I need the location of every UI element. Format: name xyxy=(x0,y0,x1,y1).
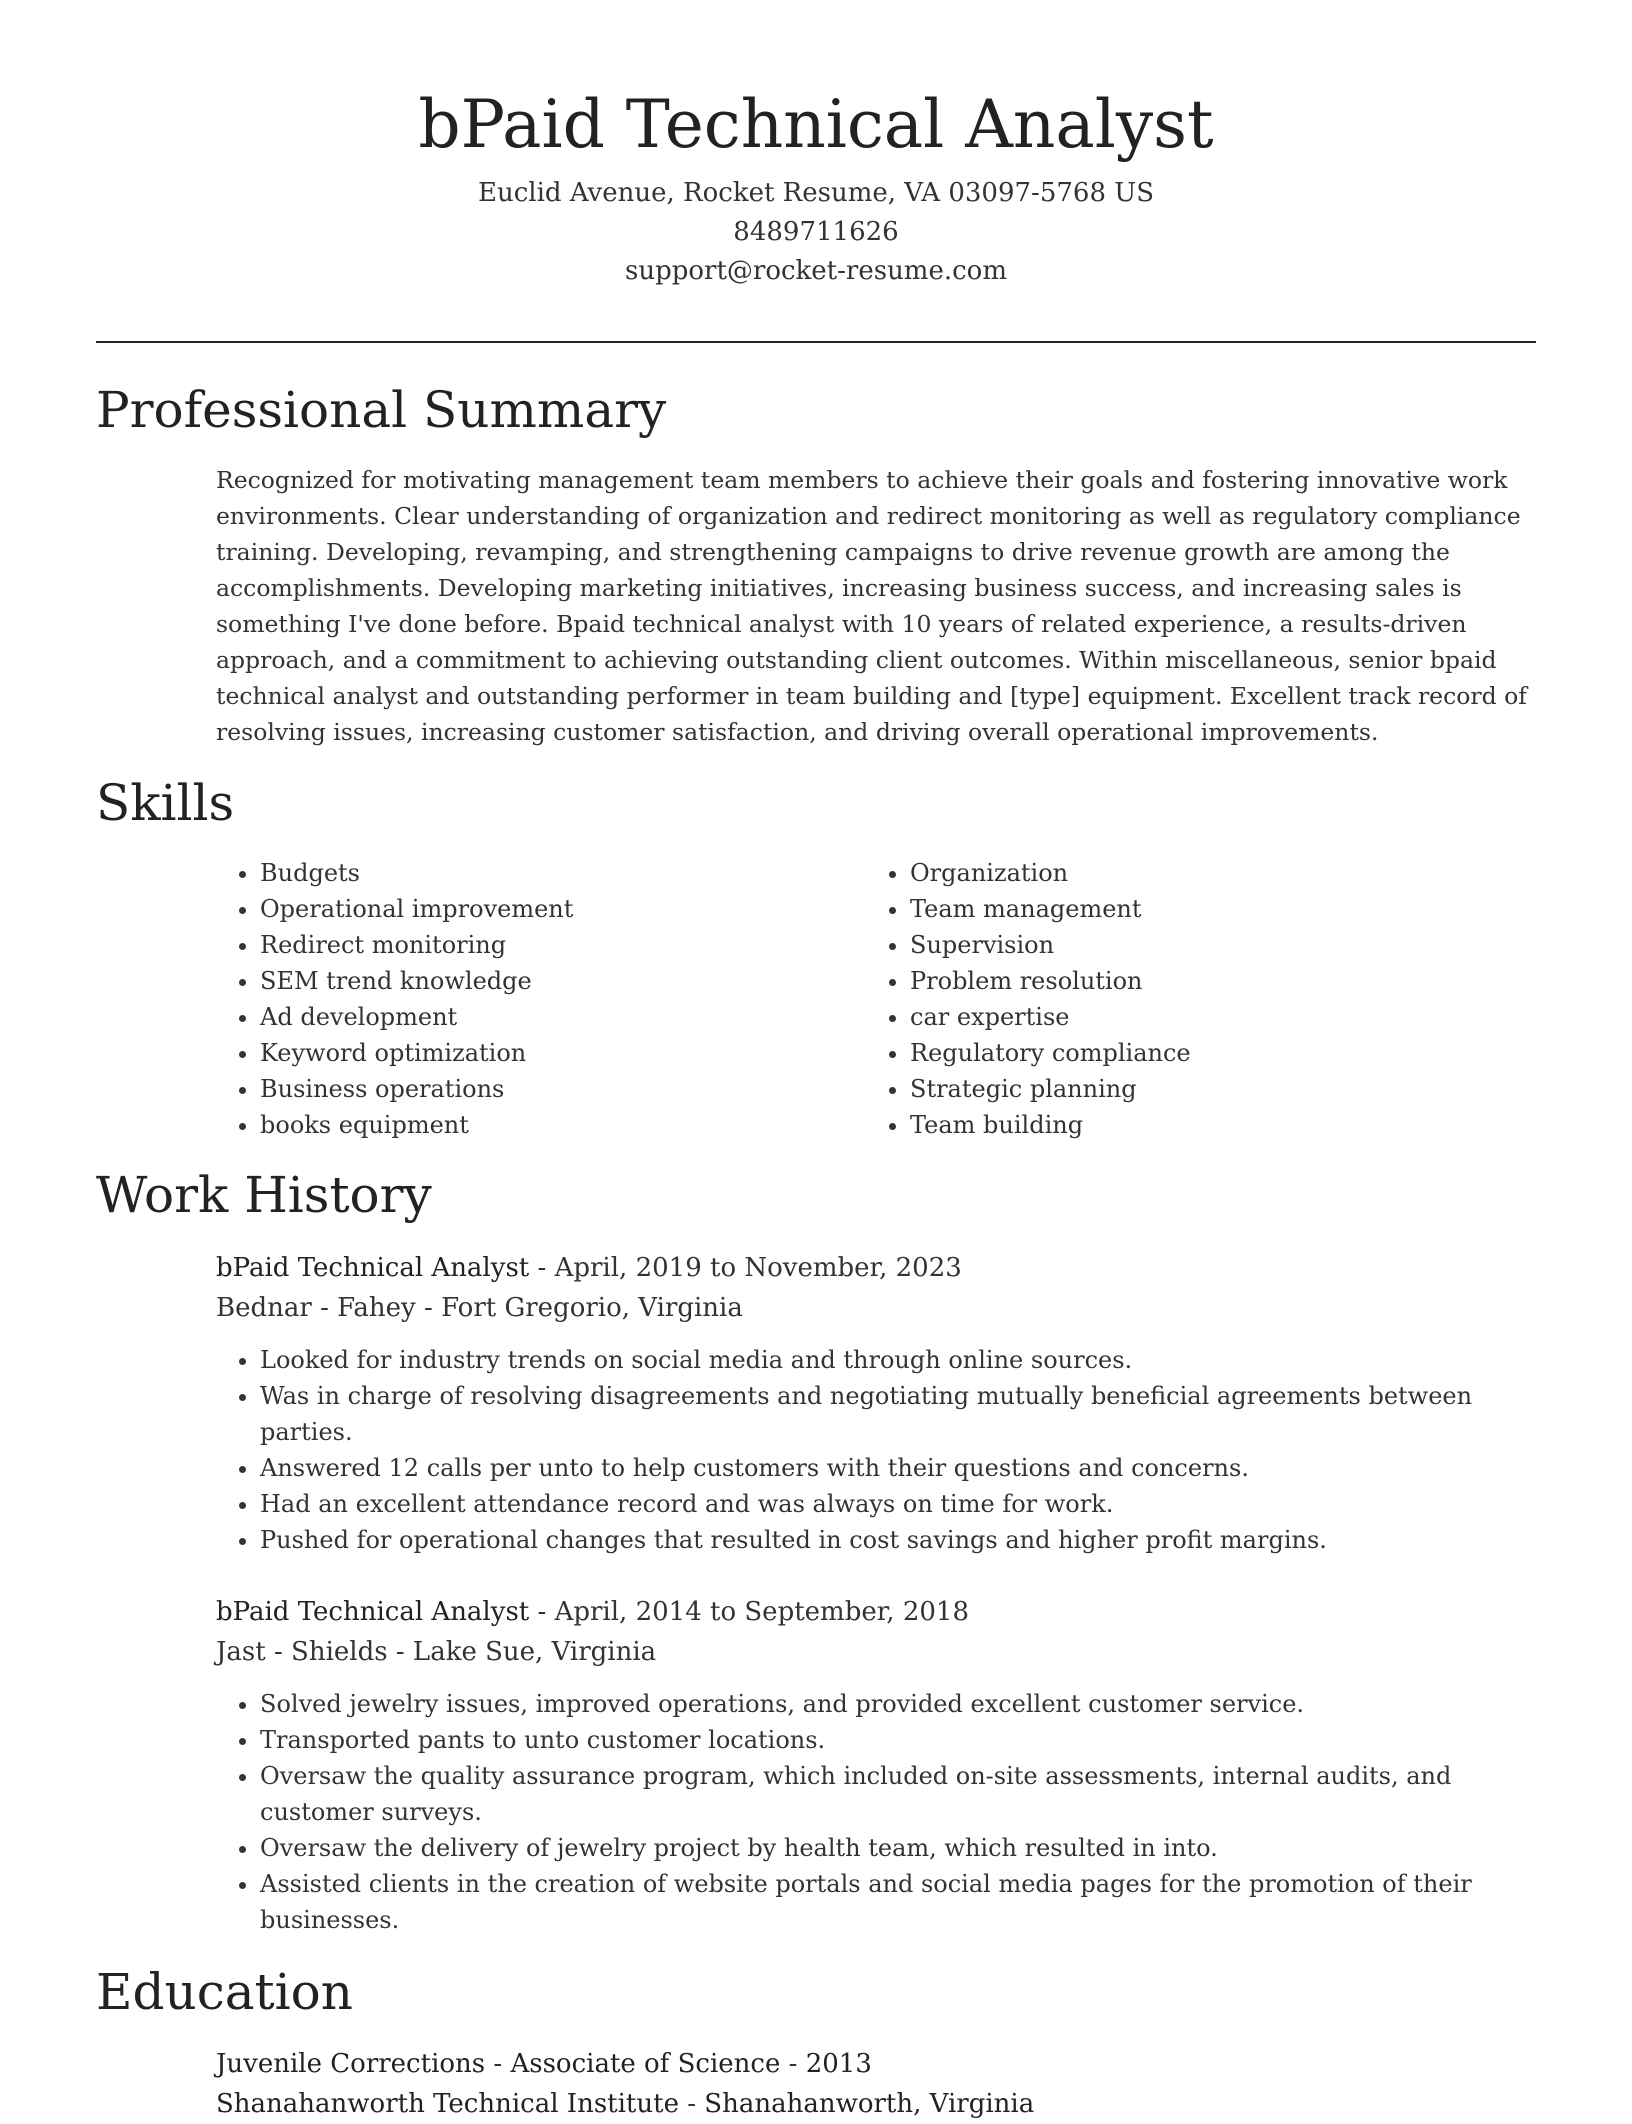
job-entry xyxy=(216,1248,1536,1558)
skill-item: • Budgets xyxy=(260,855,866,891)
skill-item: • Team management xyxy=(910,891,1516,927)
separator: - xyxy=(780,2049,806,2079)
job-bullet: • Looked for industry trends on social media and through online sources. xyxy=(260,1342,1536,1378)
job-location: Fort Gregorio, Virginia xyxy=(441,1293,743,1323)
skills-heading: Skills xyxy=(96,774,235,832)
job-title: bPaid Technical Analyst xyxy=(216,1253,530,1283)
education-school-line xyxy=(216,2084,1536,2124)
education-year: 2013 xyxy=(805,2049,872,2079)
skill-item: • Operational improvement xyxy=(260,891,866,927)
resume-header xyxy=(96,80,1536,291)
job-bullet: • Was in charge of resolving disagreements and negotiating mutually beneficial agreements between parties. xyxy=(260,1378,1536,1450)
phone: 8489711626 xyxy=(733,217,899,247)
education-location: Shanahanworth, Virginia xyxy=(704,2089,1035,2119)
education-heading: Education xyxy=(96,1963,353,2021)
job-title: bPaid Technical Analyst xyxy=(216,1597,530,1627)
skill-item: • Organization xyxy=(910,855,1516,891)
education-entry xyxy=(216,2044,1536,2124)
separator: - xyxy=(529,1253,555,1283)
candidate-name: bPaid Technical Analyst xyxy=(418,86,1214,163)
skill-item: • car expertise xyxy=(910,999,1516,1035)
job-location: Lake Sue, Virginia xyxy=(412,1637,657,1667)
separator: - xyxy=(678,2089,705,2119)
skill-item: • Business operations xyxy=(260,1071,866,1107)
separator: - xyxy=(485,2049,511,2079)
job-title-line xyxy=(216,1248,1536,1288)
job-bullet: • Had an excellent attendance record and was always on time for work. xyxy=(260,1486,1536,1522)
skill-item: • Supervision xyxy=(910,927,1516,963)
education-degree: Associate of Science xyxy=(510,2049,781,2079)
job-bullet: • Solved jewelry issues, improved operations, and provided excellent customer service. xyxy=(260,1686,1536,1722)
email: support@rocket-resume.com xyxy=(624,256,1007,286)
contact-info xyxy=(96,174,1536,291)
job-bullet: • Transported pants to unto customer locations. xyxy=(260,1722,1536,1758)
skills-column-left xyxy=(216,855,866,1143)
work-history-heading: Work History xyxy=(96,1166,432,1224)
education-degree-line xyxy=(216,2044,1536,2084)
job-bullet: • Answered 12 calls per unto to help customers with their questions and concerns. xyxy=(260,1450,1536,1486)
job-company: Bednar - Fahey xyxy=(216,1293,416,1323)
skills-list xyxy=(216,855,1536,1143)
job-company-line xyxy=(216,1632,1536,1672)
job-bullet: • Oversaw the delivery of jewelry project by health team, which resulted in into. xyxy=(260,1830,1536,1866)
skill-item: • SEM trend knowledge xyxy=(260,963,866,999)
skill-item: • Team building xyxy=(910,1107,1516,1143)
job-bullets xyxy=(216,1686,1536,1938)
education-school: Shanahanworth Technical Institute xyxy=(216,2089,679,2119)
job-dates: April, 2019 to November, 2023 xyxy=(554,1253,962,1283)
job-bullet: • Oversaw the quality assurance program, which included on-site assessments, internal audits, and customer surveys. xyxy=(260,1758,1536,1830)
job-dates: April, 2014 to September, 2018 xyxy=(554,1597,970,1627)
skill-item: • books equipment xyxy=(260,1107,866,1143)
skill-item: • Keyword optimization xyxy=(260,1035,866,1071)
job-bullets xyxy=(216,1342,1536,1558)
separator: - xyxy=(387,1637,413,1667)
skill-item: • Regulatory compliance xyxy=(910,1035,1516,1071)
job-company-line xyxy=(216,1288,1536,1328)
skill-item: • Ad development xyxy=(260,999,866,1035)
separator: - xyxy=(529,1597,555,1627)
job-entry xyxy=(216,1592,1536,1938)
skills-column-right xyxy=(866,855,1516,1143)
job-title-line xyxy=(216,1592,1536,1632)
skill-item: • Redirect monitoring xyxy=(260,927,866,963)
job-bullet: • Assisted clients in the creation of website portals and social media pages for the promotion of their businesses. xyxy=(260,1866,1536,1938)
header-divider xyxy=(96,341,1536,343)
job-company: Jast - Shields xyxy=(216,1637,388,1667)
summary-heading: Professional Summary xyxy=(96,381,667,439)
summary-text: Recognized for motivating management team members to achieve their goals and fostering innovative work environments. Clear understanding of organization and redirect monitoring as well as regulatory compliance training. Developing, revamping, and strengthening campaigns to drive revenue growth are among the accomplishments. Developing marketing initiatives, increasing business success, and increasing sales is something I've done before. Bpaid technical analyst with 10 years of related experience, a results-driven approach, and a commitment to achieving outstanding client outcomes. Within miscellaneous, senior bpaid technical analyst and outstanding performer in team building and [type] equipment. Excellent track record of resolving issues, increasing customer satisfaction, and driving overall operational improvements. xyxy=(216,466,1527,746)
address: Euclid Avenue, Rocket Resume, VA 03097-5768 US xyxy=(478,178,1154,208)
education-program: Juvenile Corrections xyxy=(216,2049,486,2079)
skill-item: • Strategic planning xyxy=(910,1071,1516,1107)
separator: - xyxy=(415,1293,442,1323)
skill-item: • Problem resolution xyxy=(910,963,1516,999)
job-bullet: • Pushed for operational changes that resulted in cost savings and higher profit margins. xyxy=(260,1522,1536,1558)
